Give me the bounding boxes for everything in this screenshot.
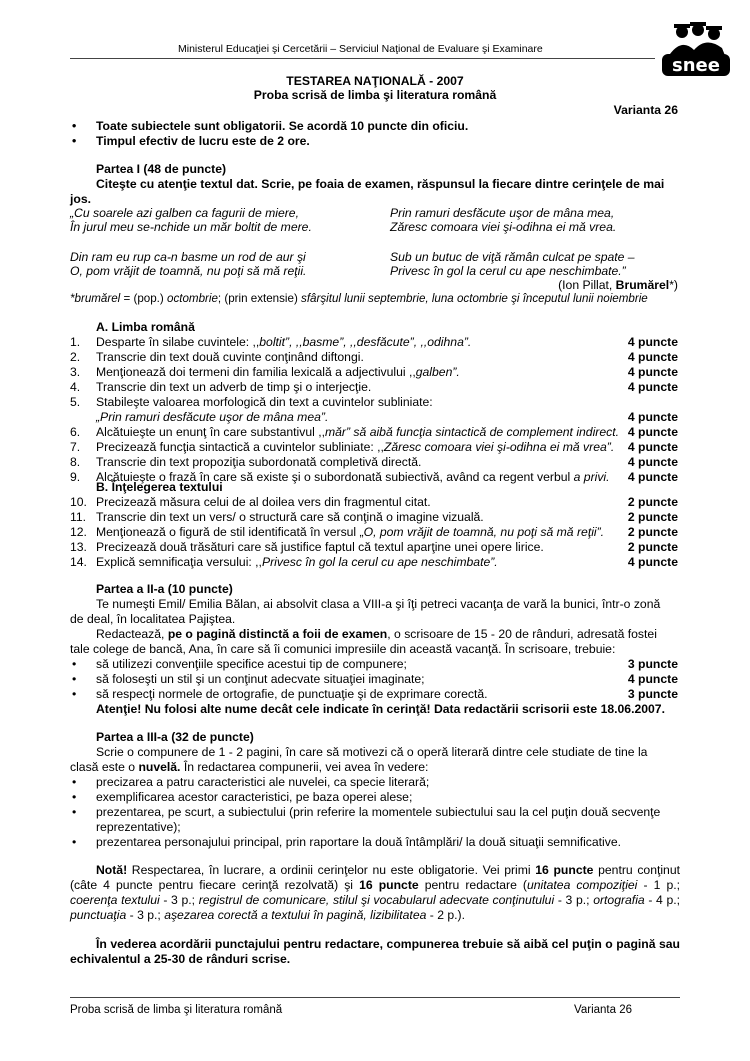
bullet: • xyxy=(72,657,77,671)
item-number: 8. xyxy=(70,455,81,469)
item-number: 3. xyxy=(70,365,81,379)
poem-line: Sub un butuc de viţă rămân culcat pe spate – xyxy=(390,250,635,264)
part1-instruction-end: jos. xyxy=(70,192,91,206)
header-rule xyxy=(70,58,655,59)
variant-label: Varianta 26 xyxy=(613,103,678,117)
poem-line: În jurul meu se-nchide un măr boltit de mere. xyxy=(70,220,312,234)
item-number: 2. xyxy=(70,350,81,364)
part3-note: Notă! Respectarea, în lucrare, a ordinii cerinţelor nu este obligatorie. Vei primi 16 puncte pentru conţinut (câte 4 puncte pentru fiecare cerinţă rezolvată) şi 16 puncte pentru redactare (unitatea compoziţiei - 1 p.; coerenţa textului - 3 p.; registrul de comunicare, stilul şi vocabularul adecvate conţinutului - 3 p.; ortografia - 4 p.; punctuaţia - 3 p.; aşezarea corectă a textului în pagină, lizibilitatea - 2 p.). xyxy=(70,863,681,922)
poem-line: Privesc în gol la cerul cu ape neschimbate.” xyxy=(390,264,626,278)
poem-author: (Ion Pillat, Brumărel*) xyxy=(558,278,678,292)
item-points: 4 puncte xyxy=(627,455,678,469)
item-number: 12. xyxy=(70,525,87,539)
part3-heading: Partea a III-a (32 de puncte) xyxy=(96,730,254,744)
item-text: Explică semnificaţia versului: ,,Privesc în gol la cerul cu ape neschimbate”. xyxy=(96,555,498,569)
bullet: • xyxy=(72,134,77,148)
part2-bullet: să respecţi normele de ortografie, de punctuaţie şi de exprimare corectă. xyxy=(96,687,488,701)
item-points: 2 puncte xyxy=(627,525,678,539)
item-text: Transcrie din text un vers/ o structură care să conţină o imagine vizuală. xyxy=(96,510,484,524)
points: 3 puncte xyxy=(627,687,678,701)
part3-text: Scrie o compunere de 1 - 2 pagini, în care să motivezi că o operă literară dintre cele studiate de tine la xyxy=(96,745,648,759)
bullet: • xyxy=(72,687,77,701)
poem-line: Din ram eu rup ca-n basme un rod de aur şi xyxy=(70,250,306,264)
item-points: 4 puncte xyxy=(627,335,678,349)
part3-bullet: exemplificarea acestor caracteristici, pe baza operei alese; xyxy=(96,790,413,804)
poem-line: Zăresc comoara viei şi-odihna ei mă vrea. xyxy=(390,220,617,234)
item-text: Desparte în silabe cuvintele: ,,boltit”, ,,basme”, ,,desfăcute”, ,,odihna”. xyxy=(96,335,472,349)
points: 3 puncte xyxy=(627,657,678,671)
exam-subtitle: Proba scrisă de limba şi literatura română xyxy=(253,88,497,102)
item-points: 2 puncte xyxy=(627,540,678,554)
item-points: 4 puncte xyxy=(627,440,678,454)
poem-line: O, pom vrăjit de toamnă, nu poţi să mă reţii. xyxy=(70,264,307,278)
part2-text: de deal, în localitatea Pajiştea. xyxy=(70,612,236,626)
part3-bullet: prezentarea personajului principal, prin raportare la două întâmplări/ la două situaţii semnificative. xyxy=(96,835,622,849)
part3-bullet: precizarea a patru caracteristici ale nuvelei, ca specie literară; xyxy=(96,775,430,789)
item-text: Transcrie din text un adverb de timp şi o interjecţie. xyxy=(96,380,372,394)
part2-text: Te numeşti Emil/ Emilia Bălan, ai absolvit clasa a VIII-a şi îţi petreci vacanţa de vară la bunici, într-o zonă xyxy=(96,597,661,611)
part2-task: tale colege de bancă, Ana, în care să îi comunici impresiile din această vacanţă. În scrisoare, trebuie: xyxy=(70,642,616,656)
svg-text:snee: snee xyxy=(672,55,720,76)
snee-logo xyxy=(660,18,732,80)
general-rule-1: Toate subiectele sunt obligatorii. Se acordă 10 puncte din oficiu. xyxy=(96,119,469,133)
item-number: 9. xyxy=(70,470,81,484)
item-text: Alcătuieşte un enunţ în care substantivul ,,măr” să aibă funcţia sintactică de complement indirect. xyxy=(96,425,619,439)
part2-heading: Partea a II-a (10 puncte) xyxy=(96,582,233,596)
item-points: 2 puncte xyxy=(627,495,678,509)
item-points: 4 puncte xyxy=(627,555,678,569)
part3-bullet: prezentarea, pe scurt, a subiectului (prin referire la momentele subiectului sau la cel puţin două secvenţe xyxy=(96,805,661,819)
exam-title: TESTAREA NAŢIONALĂ - 2007 xyxy=(286,74,464,88)
item-text: Precizează măsura celui de al doilea vers din fragmentul citat. xyxy=(96,495,431,509)
item-text: Transcrie din text propoziţia subordonată completivă directă. xyxy=(96,455,422,469)
item-points: 4 puncte xyxy=(627,365,678,379)
item-number: 14. xyxy=(70,555,87,569)
part3-bullet-cont: reprezentative); xyxy=(96,820,181,834)
footer-rule xyxy=(70,997,680,998)
item-points: 2 puncte xyxy=(627,510,678,524)
footnote: *brumărel = (pop.) octombrie; (prin extensie) sfârşitul lunii septembrie, luna octombrie şi începutul lunii noiembrie xyxy=(70,292,648,305)
part1-instruction: Citeşte cu atenţie textul dat. Scrie, pe foaia de examen, răspunsul la fiecare dintre cerinţele de mai xyxy=(96,177,665,191)
points: 4 puncte xyxy=(627,672,678,686)
bullet: • xyxy=(72,119,77,133)
item-points: 4 puncte xyxy=(627,470,678,484)
bullet: • xyxy=(72,805,77,819)
item-number: 11. xyxy=(70,510,87,524)
poem-line: Prin ramuri desfăcute uşor de mâna mea, xyxy=(390,206,615,220)
bullet: • xyxy=(72,775,77,789)
item-number: 10. xyxy=(70,495,87,509)
item-number: 13. xyxy=(70,540,87,554)
section-b-heading: B. Înţelegerea textului xyxy=(96,480,223,494)
bullet: • xyxy=(72,835,77,849)
item-number: 6. xyxy=(70,425,81,439)
item-points: 4 puncte xyxy=(627,380,678,394)
item-text: Menţionează o figură de stil identificată în versul „O, pom vrăjit de toamnă, nu poţi să mă reţii”. xyxy=(96,525,605,539)
part2-bullet: să foloseşti un stil şi un conţinut adecvate situaţiei imaginate; xyxy=(96,672,425,686)
footer-variant: Varianta 26 xyxy=(574,1004,632,1016)
poem-line: „Cu soarele azi galben ca fagurii de miere, xyxy=(70,206,299,220)
bullet: • xyxy=(72,790,77,804)
item-text: Stabileşte valoarea morfologică din text a cuvintelor subliniate: xyxy=(96,395,433,409)
item-text: Precizează funcţia sintactică a cuvintelor subliniate: ,,Zăresc comoara viei şi-odihna ei mă vrea”. xyxy=(96,440,615,454)
item-points: 4 puncte xyxy=(627,350,678,364)
item-number: 5. xyxy=(70,395,81,409)
part3-final-note: În vederea acordării punctajului pentru redactare, compunerea trebuie să aibă cel puţin o pagină sau echivalentul a 25-30 de rânduri scrise. xyxy=(70,937,680,966)
item-text: „Prin ramuri desfăcute uşor de mâna mea”. xyxy=(96,410,329,424)
item-points: 4 puncte xyxy=(627,410,678,424)
item-text: Menţionează doi termeni din familia lexicală a adjectivului ,,galben”. xyxy=(96,365,460,379)
item-number: 1. xyxy=(70,335,81,349)
part2-note: Atenţie! Nu folosi alte nume decât cele indicate în cerinţă! Data redactării scrisorii este 18.06.2007. xyxy=(96,702,665,716)
part3-text: clasă este o nuvelă. În redactarea compunerii, vei avea în vedere: xyxy=(70,760,429,774)
footer-left: Proba scrisă de limba şi literatura română xyxy=(70,1004,283,1016)
part1-heading: Partea I (48 de puncte) xyxy=(96,162,227,176)
part2-bullet: să utilizezi convenţiile specifice acestui tip de compunere; xyxy=(96,657,407,671)
ministry-header: Ministerul Educaţiei şi Cercetării – Serviciul Naţional de Evaluare şi Examinare xyxy=(178,43,543,55)
section-a-heading: A. Limba română xyxy=(96,320,195,334)
general-rule-2: Timpul efectiv de lucru este de 2 ore. xyxy=(96,134,310,148)
item-number: 7. xyxy=(70,440,81,454)
item-points: 4 puncte xyxy=(627,425,678,439)
item-text: Precizează două trăsături care să justifice faptul că textul aparţine unei opere lirice. xyxy=(96,540,544,554)
bullet: • xyxy=(72,672,77,686)
item-number: 4. xyxy=(70,380,81,394)
item-text: Alcătuieşte o frază în care să existe şi o subordonată subiectivă, având ca regent verbul a privi. xyxy=(96,470,610,484)
item-text: Transcrie din text două cuvinte conţinând diftongi. xyxy=(96,350,364,364)
part2-task: Redactează, pe o pagină distinctă a foii de examen, o scrisoare de 15 - 20 de rânduri, adresată fostei xyxy=(96,627,657,641)
